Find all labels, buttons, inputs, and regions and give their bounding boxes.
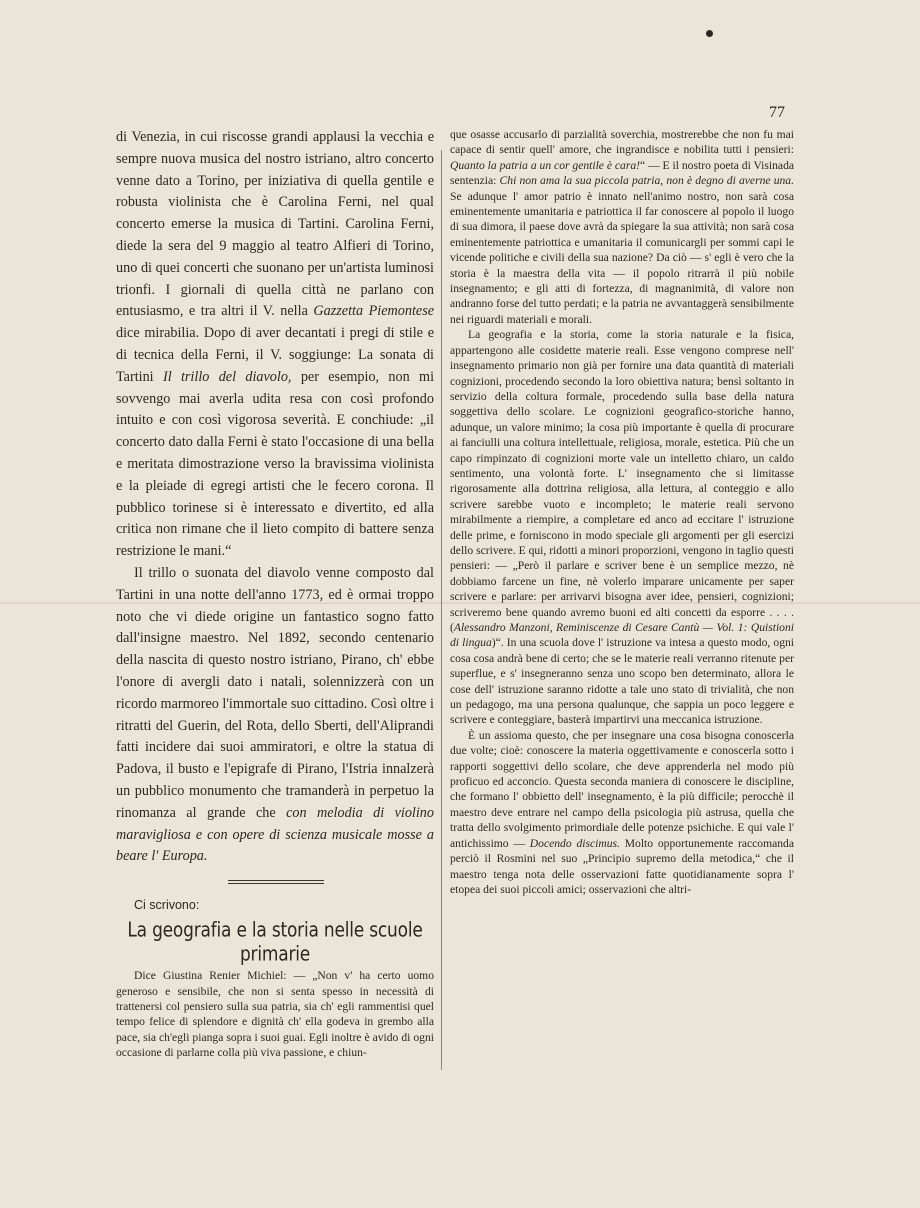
paragraph-trillo-del-diavolo: Il trillo o suonata del diavolo venne composto dal Tartini in una notte dell'anno 1773, ed è ormai troppo noto che vi diede origine un fantastico sogno fatto dall'insigne maestro. Nel 1892, secondo centenario della nascita di questo nostro istriano, Pirano, ch' ebbe l'onore di avergli dato i natali, solennizzerà con un ricordo marmoreo l'immortale suo cittadino. Così oltre i ritratti del Guerin, del Rota, dello Sberti, dell'Aliprandi fatti incidere dai suoi ammiratori, e oltre la statua di Padova, il busto e l'epigrafe di Pirano, l'Istria innalzerà un pubblico monumento che tramanderà in perpetuo la rinomanza al grande che con melodia di violino maravigliosa e con opere di scienza musicale mosse a beare l' Europa.	[116, 564, 434, 865]
left-column	[116, 127, 434, 1061]
paragraph-ferni-concert: di Venezia, in cui riscosse grandi applausi la vecchia e sempre nuova musica del nostro istriano, altro concerto venne dato a Torino, per iniziativa di quella gentile e robusta violinista che è Carolina Ferni, nel qual concerto emerse la musica di Tartini. Carolina Ferni, diede la sera del 9 maggio al teatro Alfieri di Torino, uno di quei concerti che suonano per un'artista luminosi trionfi. I giornali di quella città ne parlano con entusiasmo, e tra altri il V. nella Gazzetta Piemontese dice mirabilia. Dopo di aver decantati i pregi di stile e di tecnica della Ferni, il V. soggiunge: La sonata di Tartini Il trillo del diavolo, per esempio, non mi sovvengo mai averla udita resa con così profondo intuito e con così vigorosa severità. E conchiude: „il concerto dato dalla Ferni è stato l'occasione di una bella e meritata dimostrazione verso la bravissima violinista e la pleiade di egregi artisti che le fecero corona. Il pubblico torinese si è interessato e divertito, ed alla critica non rimane che il lieto compito di battere senza restrizione le mani.“	[116, 129, 435, 560]
section-separator	[116, 874, 434, 894]
ci-scrivono-label: Ci scrivono:	[134, 898, 200, 913]
paragraph-renier-michiel: Dice Giustina Renier Michiel: — „Non v' ha certo uomo generoso e sensibile, che non si senta spesso in necessità di trattenersi col pensiero sulla sua patria, sia ch' egli rammentisi quel tempo felice di splendore e dignità ch' ella godeva in grembo alla pace, sia ch'egli pianga sopra i suoi guai. Egli inoltre è avido di ogni occasione di parlarne colla più viva passione, e chiun-	[116, 969, 434, 1060]
ink-dot	[706, 30, 713, 37]
page-number: 77	[769, 104, 785, 121]
paragraph-amor-patrio: que osasse accusarlo di parzialità soverchia, mostrerebbe che non fu mai capace di sentir quell' amore, che ingrandisce e nobilita tutti i pensieri: Quanto la patria a un cor gentile è cara!“ — E il nostro poeta di Visinada sentenzia: Chi non ama la sua piccola patria, non è degno di averne una. Se adunque l' amor patrio è innato nell'animo nostro, non sarà cosa eminentemente umanitaria e patriottica il far conoscere al popolo il luogo di sua dimora, il paese dove avrà da spiegare la sua attività; non sarà cosa eminentemente patriottica e umanitaria il comunicargli per sommi capi le vicende politiche e civili della sua nazione? Da ciò — s' egli è vero che la storia è la maestra della vita — il popolo ritrarrà il più nobile insegnamento; e gli atti di fortezza, di magnanimità, di valore non andranno forse del tutto perdati; e la patria ne avvantaggerà sensibilmente nei riguardi materiali e morali.	[450, 128, 795, 326]
right-column	[450, 127, 794, 897]
article-headline: La geografia e la storia nelle scuole primarie	[127, 918, 423, 967]
paragraph-materie-reali: La geografia e la storia, come la storia naturale e la fisica, appartengono alle cosidette materie reali. Esse vengono comprese nell' insegnamento primario non già per fornire una data quantità di materiali cognizioni, procedendo secondo la loro obiettiva natura; bensì soltanto in servizio della coltura formale, procedendo sulla base della natura soggettiva dello scolare. Le cognizioni geografico-storiche hanno, adunque, un valore minimo; la cosa più importante è quella di procurare ai fanciulli una coltura intellettuale, religiosa, morale, estetica. Più che un capo rimpinzato di cognizioni morte vale un intelletto chiaro, un caldo sentimento, una volontà forte. L' insegnamento che si limitasse rigorosamente alla dottrina religiosa, alla lettura, al conteggio e allo scrivere sarebbe vuoto e incompleto; le materie reali servono mirabilmente a riempire, a completare ed anco ad eccitare l' istruzione delle prime, e forniscono in modo speciale gli argomenti per gli esercizi dello scrivere. E qui, ridotti a minori proporzioni, vengono in taglio questi pensieri: — „Però il parlare e scriver bene è un semplice mezzo, nè dobbiamo farcene un fine, nè volerlo imparare unicamente per saper scrivere e parlare: per arrivarvi bisogna aver idee, pensieri, cognizioni; scriveremo bene quando avremo buoni ed alti concetti da esporre . . . . (Alessandro Manzoni, Reminiscenze di Cesare Cantù — Vol. 1: Quistioni di lingua)“. In una scuola dove l' istruzione va intesa a questo modo, ogni cosa cosa andrà bene di certo; che se le materie reali verranno ritenute per superflue, e s' insegneranno senza uno scopo ben determinato, allora le cose dell' istruzione saranno ridotte a tale uno stato di trivialità, che non un pedagogo, ma una persona qualunque, che sappia un poco leggere e scrivere e conteggiare, basterà impartirvi una meccanica istruzione.	[450, 328, 795, 727]
paragraph-assioma: È un assioma questo, che per insegnare una cosa bisogna conoscerla due volte; cioè: conoscere la materia oggettivamente e conoscerla sotto i rapporti soggettivi dello scolare, che deve apprenderla nel modo più proficuo ed acconcio. Questa seconda maniera di conoscere le discipline, che formano l' obbietto dell' insegnamento, è la più difficile; perocchè il maestro deve entrare nel campo della psicologia più astrusa, quella che tratta dello svolgimento primordiale delle potenze psichiche. E qui vale l' antichissimo — Docendo discimus. Molto opportunemente raccomanda perciò il Rosmini nel suo „Principio supremo della metodica,“ che il maestro tenga nota delle osservazioni fatte quotidianamente sopra l' etopea dei suoi piccoli amici; osservazioni che altri-	[450, 728, 794, 896]
column-divider	[441, 150, 442, 1070]
